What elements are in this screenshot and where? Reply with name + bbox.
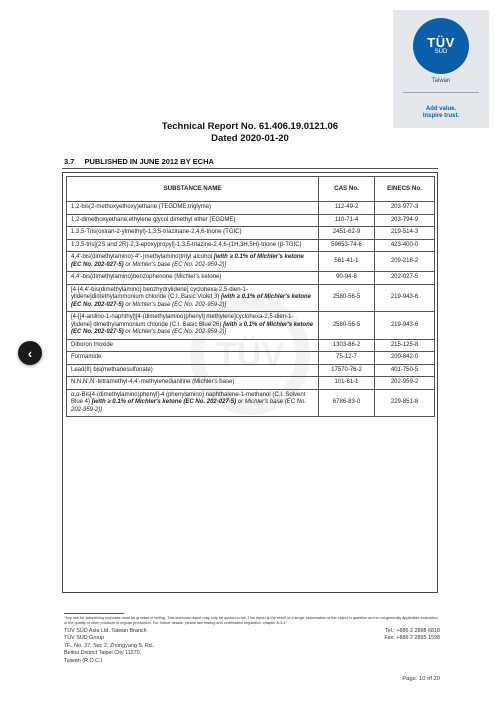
address-line: 7F., No. 37, Sec 2, Zhongyang S. Rd., xyxy=(64,642,155,649)
slogan-line2: Inspire trust. xyxy=(422,113,460,119)
einecs-number: 215-125-8 xyxy=(375,339,435,352)
substance-name: 4,4'-bis(dimethylamino)-4''-(methylamino)trityl alcohol xyxy=(71,254,214,260)
page-number: Page: 10 of 20 xyxy=(402,676,440,682)
substance-qualifier: [with ≥ 0.1% of Michler's ketone (EC No. 202-027-5) xyxy=(71,294,312,308)
table-row xyxy=(67,284,435,312)
table-row xyxy=(67,339,435,352)
logo-region: Taiwan xyxy=(431,78,451,84)
substance-qualifier: [with ≥ 0.1% of Michler's ketone (EC No. 202-027-5) xyxy=(91,399,237,405)
substance-name: 1,3,5-tris[(2S and 2R)-2,3-epoxypropyl]-1,3,5-triazine-2,4,6-(1H,3H,5H)-trione (β-TGIC) xyxy=(71,241,302,248)
einecs-number: 202-959-2 xyxy=(375,377,435,390)
header-substance-name: SUBSTANCE NAME xyxy=(67,177,319,202)
cas-number: 6786-83-0 xyxy=(319,389,375,417)
header-cas-no: CAS No. xyxy=(319,177,375,202)
substance-name-cell xyxy=(67,239,319,252)
cas-number: 101-61-1 xyxy=(319,377,375,390)
cas-number: 75-12-7 xyxy=(319,352,375,365)
table-row xyxy=(67,252,435,272)
cas-number: 110-71-4 xyxy=(319,214,375,227)
substance-name-cell xyxy=(67,272,319,285)
cas-number: 112-49-2 xyxy=(319,202,375,215)
cas-number: 2451-62-9 xyxy=(319,227,375,240)
slogan-line1: Add value. xyxy=(425,106,457,112)
table-row xyxy=(67,352,435,365)
address-line: Beitou District Taipei City 11270, xyxy=(64,650,142,657)
tuv-sud-logo-block xyxy=(393,10,489,128)
cas-number: 1303-86-2 xyxy=(319,339,375,352)
substance-name-cell xyxy=(67,202,319,215)
section-divider xyxy=(62,168,438,169)
substance-name: α,α-Bis[4-(dimethylamino)phenyl]-4 (phenylamino) naphthalene-1-methanol (C.I. Solvent Blue 4) xyxy=(71,391,306,405)
substance-name: Formamide xyxy=(71,354,102,360)
substance-qualifier-tail: or Michler's base (EC No. 202-959-2)] xyxy=(123,329,227,335)
substance-name-cell xyxy=(67,227,319,240)
logo-divider xyxy=(403,92,479,93)
table-row xyxy=(67,312,435,340)
footer-fax: Fax: +886 2 2895 1598 xyxy=(384,635,440,642)
footer-divider xyxy=(64,613,124,614)
table-header-row xyxy=(67,177,435,202)
section-number: 3.7 xyxy=(64,157,75,166)
footer-contact xyxy=(340,628,440,643)
section-heading xyxy=(64,157,224,166)
substance-name: Lead(II) bis(methanesulfonate) xyxy=(71,366,153,373)
table-row xyxy=(67,239,435,252)
logo-slogan xyxy=(393,106,489,120)
substance-name-cell xyxy=(67,312,319,340)
tuv-watermark: TÜV xyxy=(190,295,310,415)
table-body xyxy=(67,202,435,417)
substance-qualifier-tail: or Michler's base (EC No. 202-959-2)] xyxy=(123,261,227,268)
table-row xyxy=(67,214,435,227)
substance-name: [4-[[4-anilino-1-naphthyl][4-(dimethylamino)phenyl] methylene]cyclohexa-2,5-dien-1-ylidene] dimethylammonium chloride (C.I. Basic Blue 26) xyxy=(71,314,294,328)
cas-number: 2580-56-5 xyxy=(319,312,375,340)
substance-name: 4,4'-bis(dimethylamino)benzophenone (Michler's ketone) xyxy=(71,274,222,280)
substance-name-cell xyxy=(67,352,319,365)
substance-name-cell xyxy=(67,364,319,377)
table-row xyxy=(67,272,435,285)
substance-name-cell xyxy=(67,377,319,390)
cas-number: 59653-74-6 xyxy=(319,239,375,252)
table-row xyxy=(67,202,435,215)
substance-qualifier: [with ≥ 0.1% of Michler's ketone (EC No. 202-027-5) xyxy=(71,321,314,335)
cas-number: 90-94-8 xyxy=(319,272,375,285)
substance-name-cell xyxy=(67,389,319,417)
einecs-number: 401-750-5 xyxy=(375,364,435,377)
substance-name-cell xyxy=(67,339,319,352)
einecs-number: 203-977-3 xyxy=(375,202,435,215)
einecs-number: 203-794-9 xyxy=(375,214,435,227)
substance-name: 1,3,5-Tris(oxiran-2-ylmethyl)-1,3,5-triazinane-2,4,6-trione (TGIC) xyxy=(71,229,242,235)
substance-name: 1,2-bis(2-methoxyethoxy)ethane (TEGDME,triglyme) xyxy=(71,204,212,210)
substance-name: 1,2-dimethoxyethane,ethylene glycol dimethyl ether (EGDME) xyxy=(71,216,236,223)
header-einecs-no: EINECS No. xyxy=(375,177,435,202)
previous-page-button[interactable] xyxy=(18,341,42,365)
table-row xyxy=(67,364,435,377)
einecs-number: 219-943-6 xyxy=(375,284,435,312)
einecs-number: 202-027-5 xyxy=(375,272,435,285)
einecs-number: 229-851-8 xyxy=(375,389,435,417)
einecs-number: 219-943-6 xyxy=(375,312,435,340)
footer-tel: Tel.: +886 2 2898 6818 xyxy=(384,628,440,634)
substance-qualifier-tail: or Michler's base (EC No. 202-959-2)] xyxy=(71,399,306,413)
substance-name-cell xyxy=(67,284,319,312)
report-date: Dated 2020-01-20 xyxy=(211,133,289,144)
logo-brand-line1: TÜV xyxy=(427,35,455,50)
cas-number: 561-41-1 xyxy=(319,252,375,272)
footer-address xyxy=(64,628,155,665)
report-title: Technical Report No. 61.406.19.0121.06 xyxy=(161,121,339,132)
address-line: Taiwan (R.O.C.) xyxy=(64,657,103,664)
substance-name: [4-[4,4'-bis(dimethylamino) benzhydrylidene] cyclohexa-2,5-dien-1-ylidene]dimethylammonium chloride (C.I. Basic Violet 3) xyxy=(71,286,248,300)
substance-table xyxy=(66,176,435,417)
cas-number: 2580-56-5 xyxy=(319,284,375,312)
report-title-block xyxy=(0,121,500,145)
substance-name-cell xyxy=(67,214,319,227)
address-line: TÜV SÜD Asia Ltd. Taiwan Branch xyxy=(64,628,147,634)
substance-qualifier: [with ≥ 0.1% of Michler's ketone (EC No. 202-027-5) xyxy=(71,254,304,268)
einecs-number: 423-400-0 xyxy=(375,239,435,252)
address-line: TÜV SÜD Group xyxy=(64,635,105,642)
logo-brand-line2: SÜD xyxy=(434,49,448,55)
substance-name: N,N,N',N'-tetramethyl-4,4'-methylenedianiline (Michler's base) xyxy=(71,379,235,385)
table-row xyxy=(67,377,435,390)
einecs-number: 200-842-0 xyxy=(375,352,435,365)
substance-qualifier-tail: or Michler's base (EC No. 202-959-2)] xyxy=(123,301,227,308)
substance-table-frame xyxy=(62,172,438,593)
chevron-left-icon: ‹ xyxy=(27,345,33,361)
substance-name: Diboron trioxide xyxy=(71,341,114,348)
cas-number: 17570-76-2 xyxy=(319,364,375,377)
section-title: PUBLISHED IN JUNE 2012 BY ECHA xyxy=(84,157,214,166)
table-row xyxy=(67,227,435,240)
einecs-number: 209-218-2 xyxy=(375,252,435,272)
tuv-sud-logo-icon xyxy=(413,18,469,74)
einecs-number: 219-514-3 xyxy=(375,227,435,240)
footer-disclaimer: "Any use for advertising purposes must be granted in writing. This technical report may only be quoted in full. This report is the result of a single examination of the object in question and is not generally applicable evaluation of the quality of other products in regular production. For further details, please see testing and certification regulation, chapter A-3.4." xyxy=(64,616,438,625)
substance-name-cell xyxy=(67,252,319,272)
table-row xyxy=(67,389,435,417)
